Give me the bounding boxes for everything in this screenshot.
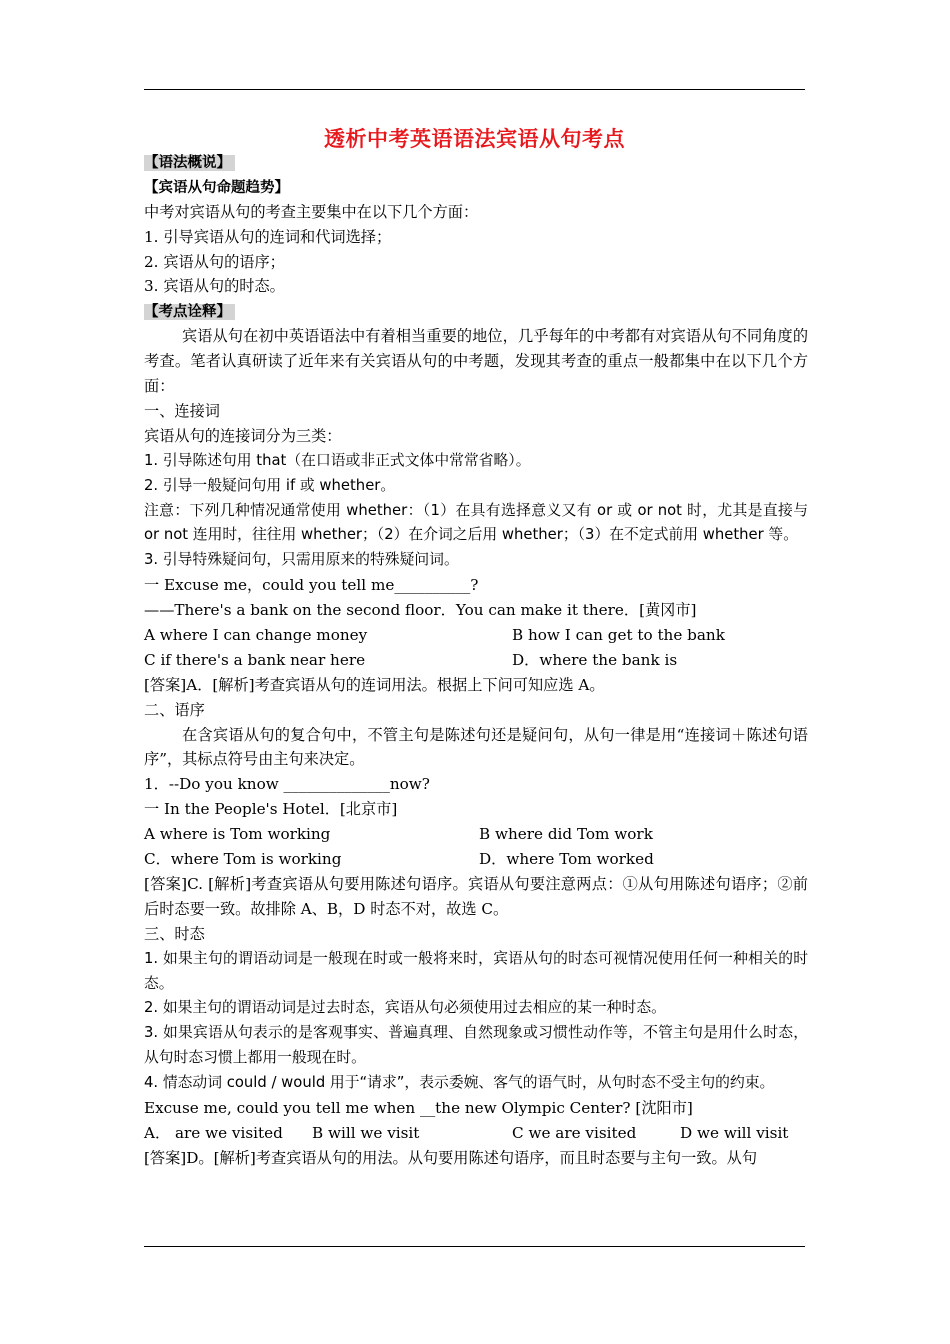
section-1-intro: 宾语从句的连接词分为三类： bbox=[144, 426, 342, 445]
trend-item-3: 3. 宾语从句的时态。 bbox=[144, 277, 285, 296]
question-3-option-b: B will we visit bbox=[312, 1123, 420, 1142]
heading-grammar-overview: 【语法概说】 bbox=[144, 155, 235, 171]
section-2-paragraph: 在含宾语从句的复合句中，不管主句是陈述句还是疑问句，从句一律是用“连接词＋陈述句语序”，其标点符号由主句来决定。 bbox=[144, 725, 808, 769]
question-3-option-a: A． are we visited bbox=[144, 1123, 283, 1142]
section-3-point-3: 3. 如果宾语从句表示的是客观事实、普遍真理、自然现象或习惯性动作等，不管主句是用什么时态，从句时态习惯上都用一般现在时。 bbox=[144, 1024, 808, 1067]
question-1-options-row-1 bbox=[144, 623, 808, 648]
question-3-options bbox=[144, 1121, 808, 1146]
section-3-title: 三、时态 bbox=[144, 924, 205, 943]
section-1-note: 注意：下列几种情况通常使用 whether：（1）在具有选择意义又有 or 或 or not 时，尤其是直接与 or not 连用时，往往用 whether；（2）在介词之后用 whether；（3）在不定式前用 whether 等。 bbox=[144, 501, 808, 544]
question-2-prompt: 1．--Do you know ______________now? bbox=[144, 775, 430, 794]
question-2-option-a: A where is Tom working bbox=[144, 825, 331, 844]
section-1-point-1: 1. 引导陈述句用 that（在口语或非正式文体中常常省略）。 bbox=[144, 451, 531, 469]
trend-intro: 中考对宾语从句的考查主要集中在以下几个方面： bbox=[144, 202, 479, 221]
page-title: 透析中考英语语法宾语从句考点 bbox=[324, 127, 625, 151]
footer-rule bbox=[144, 1246, 805, 1247]
question-2-option-b: B where did Tom work bbox=[479, 825, 653, 844]
question-3-prompt: Excuse me, could you tell me when __the new Olympic Center? [沈阳市] bbox=[144, 1099, 693, 1118]
question-2-options-row-1 bbox=[144, 822, 808, 847]
section-3-point-2: 2. 如果主句的谓语动词是过去时态，宾语从句必须使用过去相应的某一种时态。 bbox=[144, 999, 666, 1017]
heading-explanation: 【考点诠释】 bbox=[144, 304, 235, 320]
section-3-point-4: 4. 情态动词 could / would 用于“请求”，表示委婉、客气的语气时，从句时态不受主句的约束。 bbox=[144, 1074, 775, 1092]
question-1-reply: ——There's a bank on the second floor．You can make it there．[黄冈市] bbox=[144, 601, 697, 620]
question-2-reply: 一 In the People's Hotel．[北京市] bbox=[144, 800, 398, 819]
question-2-answer: [答案]C. [解析]考查宾语从句要用陈述句语序。宾语从句要注意两点：①从句用陈述句语序；②前后时态要一致。故排除 A、B，D 时态不对，故选 C。 bbox=[144, 874, 808, 918]
heading-trend: 【宾语从句命题趋势】 bbox=[144, 179, 289, 196]
question-3-option-d: D we will visit bbox=[680, 1123, 789, 1142]
section-2-title: 二、语序 bbox=[144, 700, 205, 719]
section-3-point-1: 1. 如果主句的谓语动词是一般现在时或一般将来时，宾语从句的时态可视情况使用任何一种相关的时态。 bbox=[144, 949, 808, 992]
document-body bbox=[144, 150, 808, 1171]
question-1-prompt: 一 Excuse me，could you tell me__________? bbox=[144, 576, 479, 595]
trend-item-2: 2. 宾语从句的语序； bbox=[144, 252, 285, 271]
section-1-title: 一、连接词 bbox=[144, 401, 220, 420]
question-1-option-a: A where I can change money bbox=[144, 626, 368, 644]
question-2-options-row-2 bbox=[144, 847, 808, 872]
question-1-options-row-2 bbox=[144, 648, 808, 673]
trend-item-1: 1. 引导宾语从句的连词和代词选择； bbox=[144, 227, 392, 246]
section-1-point-3: 3. 引导特殊疑问句，只需用原来的特殊疑问词。 bbox=[144, 551, 459, 569]
question-1-answer: [答案]A．[解析]考查宾语从句的连词用法。根据上下问可知应选 A。 bbox=[144, 675, 605, 694]
question-1-option-c: C if there's a bank near here bbox=[144, 650, 366, 669]
question-2-option-d: D．where Tom worked bbox=[479, 850, 654, 869]
question-2-option-c: C．where Tom is working bbox=[144, 850, 342, 869]
section-1-point-2: 2. 引导一般疑问句用 if 或 whether。 bbox=[144, 476, 396, 494]
question-1-option-b: B how I can get to the bank bbox=[512, 626, 725, 644]
question-3-option-c: C we are visited bbox=[512, 1123, 637, 1142]
header-rule bbox=[144, 89, 805, 90]
question-1-option-d: D．where the bank is bbox=[512, 650, 678, 669]
question-3-answer: [答案]D。[解析]考查宾语从句的用法。从句要用陈述句语序，而且时态要与主句一致。从句 bbox=[144, 1148, 758, 1167]
intro-paragraph: 宾语从句在初中英语语法中有着相当重要的地位，几乎每年的中考都有对宾语从句不同角度的考查。笔者认真研读了近年来有关宾语从句的中考题，发现其考查的重点一般都集中在以下几个方面： bbox=[144, 327, 808, 396]
